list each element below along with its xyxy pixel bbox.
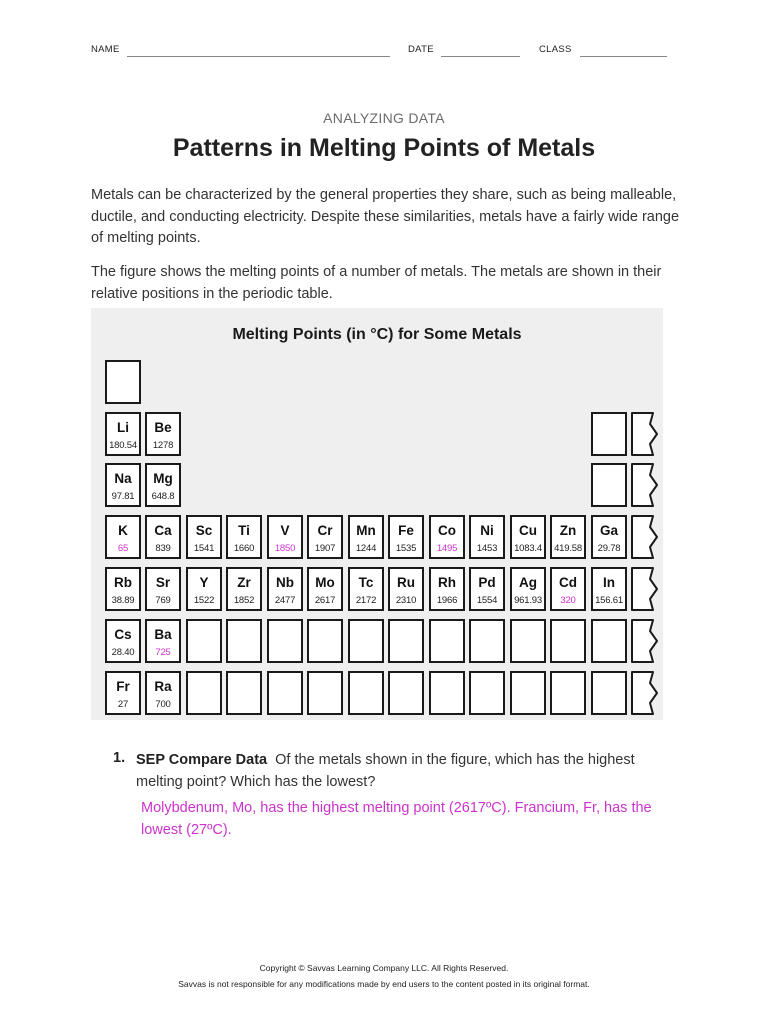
element-cell: [388, 567, 424, 611]
element-symbol: Ra: [154, 679, 172, 694]
element-symbol: Fe: [398, 523, 414, 538]
element-symbol: Li: [117, 420, 129, 435]
date-line: [441, 56, 520, 57]
empty-cell: [267, 619, 303, 663]
element-symbol: Co: [438, 523, 456, 538]
melting-point-value: 65: [117, 543, 129, 554]
element-symbol: Zn: [559, 523, 577, 538]
intro-paragraph-2: The figure shows the melting points of a number of metals. The metals are shown in their relative positions in the periodic table.: [91, 264, 662, 302]
melting-point-value: 97.81: [111, 491, 135, 502]
disclaimer-line: Savvas is not responsible for any modifications made by end users to the content posted in its original format.: [178, 979, 590, 989]
melting-point-value: 180.54: [109, 440, 137, 451]
question-lead: SEP Compare Data: [136, 752, 268, 768]
element-symbol: Rb: [114, 575, 132, 590]
element-symbol: In: [603, 575, 615, 590]
empty-cell: [469, 619, 505, 663]
melting-point-value: 839: [155, 543, 171, 554]
melting-point-value: 1852: [233, 595, 255, 606]
element-symbol: Cr: [317, 523, 333, 538]
element-symbol: Rh: [438, 575, 456, 590]
melting-point-value: 648.8: [151, 491, 175, 502]
melting-point-value: 1554: [476, 595, 498, 606]
melting-points-figure: [91, 308, 663, 720]
melting-point-value: 725: [155, 647, 171, 658]
melting-point-value: 1660: [233, 543, 255, 554]
melting-point-value: 38.89: [111, 595, 135, 606]
element-cell: [307, 515, 343, 559]
element-cell: [145, 412, 181, 456]
empty-cell: [510, 619, 546, 663]
element-symbol: Sr: [155, 575, 171, 590]
empty-cell: [591, 671, 627, 715]
empty-cell: [469, 671, 505, 715]
intro-paragraph-1: Metals can be characterized by the general properties they share, such as being malleable, ductile, and conducting electricity. Despite these similarities, metals have a fairly wide range of melting points.: [91, 187, 680, 246]
melting-point-value: 2617: [314, 595, 336, 606]
question-text: [136, 750, 681, 793]
melting-point-value: 1244: [355, 543, 377, 554]
element-cell: [510, 515, 546, 559]
element-cell: [145, 515, 181, 559]
melting-point-value: 769: [155, 595, 171, 606]
melting-point-value: 1850: [274, 543, 296, 554]
element-symbol: Zr: [237, 575, 251, 590]
empty-cell: [429, 619, 465, 663]
element-symbol: Mo: [315, 575, 335, 590]
answer-text: Molybdenum, Mo, has the highest melting point (2617ºC). Francium, Fr, has the lowest (27ºC).: [141, 800, 652, 838]
element-cell: [348, 567, 384, 611]
element-cell: [105, 515, 141, 559]
copyright-line: Copyright © Savvas Learning Company LLC. All Rights Reserved.: [259, 963, 509, 973]
name-line: [127, 56, 390, 57]
element-cell: [145, 567, 181, 611]
melting-point-value: 700: [155, 699, 171, 710]
element-symbol: Mg: [153, 471, 173, 486]
element-cell: [267, 567, 303, 611]
element-symbol: Ni: [480, 523, 494, 538]
class-line: [580, 56, 667, 57]
empty-cell: [186, 671, 222, 715]
element-cell: [348, 515, 384, 559]
empty-cell: [267, 671, 303, 715]
element-symbol: Ru: [397, 575, 415, 590]
element-symbol: Ag: [519, 575, 537, 590]
melting-point-value: 1495: [436, 543, 458, 554]
element-symbol: Nb: [276, 575, 294, 590]
element-cell: [550, 515, 586, 559]
element-cell: [145, 671, 181, 715]
element-cell: [226, 515, 262, 559]
question-body: Of the metals shown in the figure, which has the highest melting point? Which has the lowest?: [136, 752, 635, 790]
empty-cell: [226, 671, 262, 715]
element-cell: [145, 619, 181, 663]
empty-cell: [591, 619, 627, 663]
question-number: 1.: [113, 750, 126, 766]
melting-point-value: 2477: [274, 595, 296, 606]
element-symbol: Cs: [114, 627, 132, 642]
empty-cell: [226, 619, 262, 663]
element-symbol: Ga: [599, 523, 618, 538]
empty-cell: [510, 671, 546, 715]
empty-cell: [348, 671, 384, 715]
element-cell: [550, 567, 586, 611]
class-label: CLASS: [539, 44, 572, 55]
melting-point-value: 28.40: [111, 647, 135, 658]
cut-off-cell: [631, 463, 665, 507]
element-cell: [105, 567, 141, 611]
cut-off-cell: [631, 567, 665, 611]
element-cell: [429, 515, 465, 559]
element-cell: [469, 567, 505, 611]
empty-cell: [388, 619, 424, 663]
empty-cell: [550, 671, 586, 715]
element-cell: [105, 671, 141, 715]
melting-point-value: 1522: [193, 595, 215, 606]
melting-point-value: 27: [117, 699, 129, 710]
section-kicker: ANALYZING DATA: [323, 110, 445, 126]
element-cell: [105, 463, 141, 507]
empty-cell: [348, 619, 384, 663]
element-symbol: Cu: [519, 523, 537, 538]
empty-cell: [307, 619, 343, 663]
element-symbol: Ba: [154, 627, 172, 642]
empty-cell: [105, 360, 141, 404]
melting-point-value: 1453: [476, 543, 498, 554]
element-cell: [591, 515, 627, 559]
element-symbol: Na: [114, 471, 132, 486]
element-cell: [469, 515, 505, 559]
element-cell: [429, 567, 465, 611]
cut-off-cell: [631, 515, 665, 559]
element-cell: [307, 567, 343, 611]
element-symbol: Pd: [478, 575, 496, 590]
element-symbol: Tc: [358, 575, 374, 590]
element-cell: [145, 463, 181, 507]
melting-point-value: 1966: [436, 595, 458, 606]
melting-point-value: 419.58: [554, 543, 582, 554]
cut-off-cell: [631, 619, 665, 663]
empty-cell: [307, 671, 343, 715]
element-symbol: Sc: [195, 523, 213, 538]
melting-point-value: 1278: [152, 440, 174, 451]
element-cell: [186, 567, 222, 611]
element-cell: [226, 567, 262, 611]
element-symbol: Y: [199, 575, 209, 590]
melting-point-value: 29.78: [597, 543, 621, 554]
element-cell: [591, 567, 627, 611]
empty-cell: [186, 619, 222, 663]
element-symbol: Be: [154, 420, 172, 435]
element-cell: [105, 619, 141, 663]
element-symbol: Ca: [154, 523, 172, 538]
figure-title: Melting Points (in °C) for Some Metals: [232, 326, 522, 343]
element-symbol: Mn: [356, 523, 376, 538]
element-symbol: K: [118, 523, 128, 538]
empty-cell: [591, 463, 627, 507]
element-symbol: Fr: [116, 679, 130, 694]
melting-point-value: 156.61: [595, 595, 623, 606]
melting-point-value: 961.93: [514, 595, 542, 606]
date-label: DATE: [408, 44, 434, 55]
page-title: Patterns in Melting Points of Metals: [172, 134, 596, 162]
melting-point-value: 1907: [314, 543, 336, 554]
name-label: NAME: [91, 44, 120, 55]
element-symbol: V: [280, 523, 290, 538]
element-cell: [105, 412, 141, 456]
element-symbol: Cd: [559, 575, 577, 590]
empty-cell: [429, 671, 465, 715]
melting-point-value: 2310: [395, 595, 417, 606]
element-symbol: Ti: [238, 523, 250, 538]
element-cell: [186, 515, 222, 559]
melting-point-value: 1535: [395, 543, 417, 554]
element-cell: [510, 567, 546, 611]
element-cell: [267, 515, 303, 559]
melting-point-value: 2172: [355, 595, 377, 606]
empty-cell: [550, 619, 586, 663]
melting-point-value: 320: [560, 595, 576, 606]
cut-off-cell: [631, 671, 665, 715]
cut-off-cell: [631, 412, 665, 456]
melting-point-value: 1083.4: [514, 543, 542, 554]
element-cell: [388, 515, 424, 559]
empty-cell: [388, 671, 424, 715]
melting-point-value: 1541: [193, 543, 215, 554]
empty-cell: [591, 412, 627, 456]
